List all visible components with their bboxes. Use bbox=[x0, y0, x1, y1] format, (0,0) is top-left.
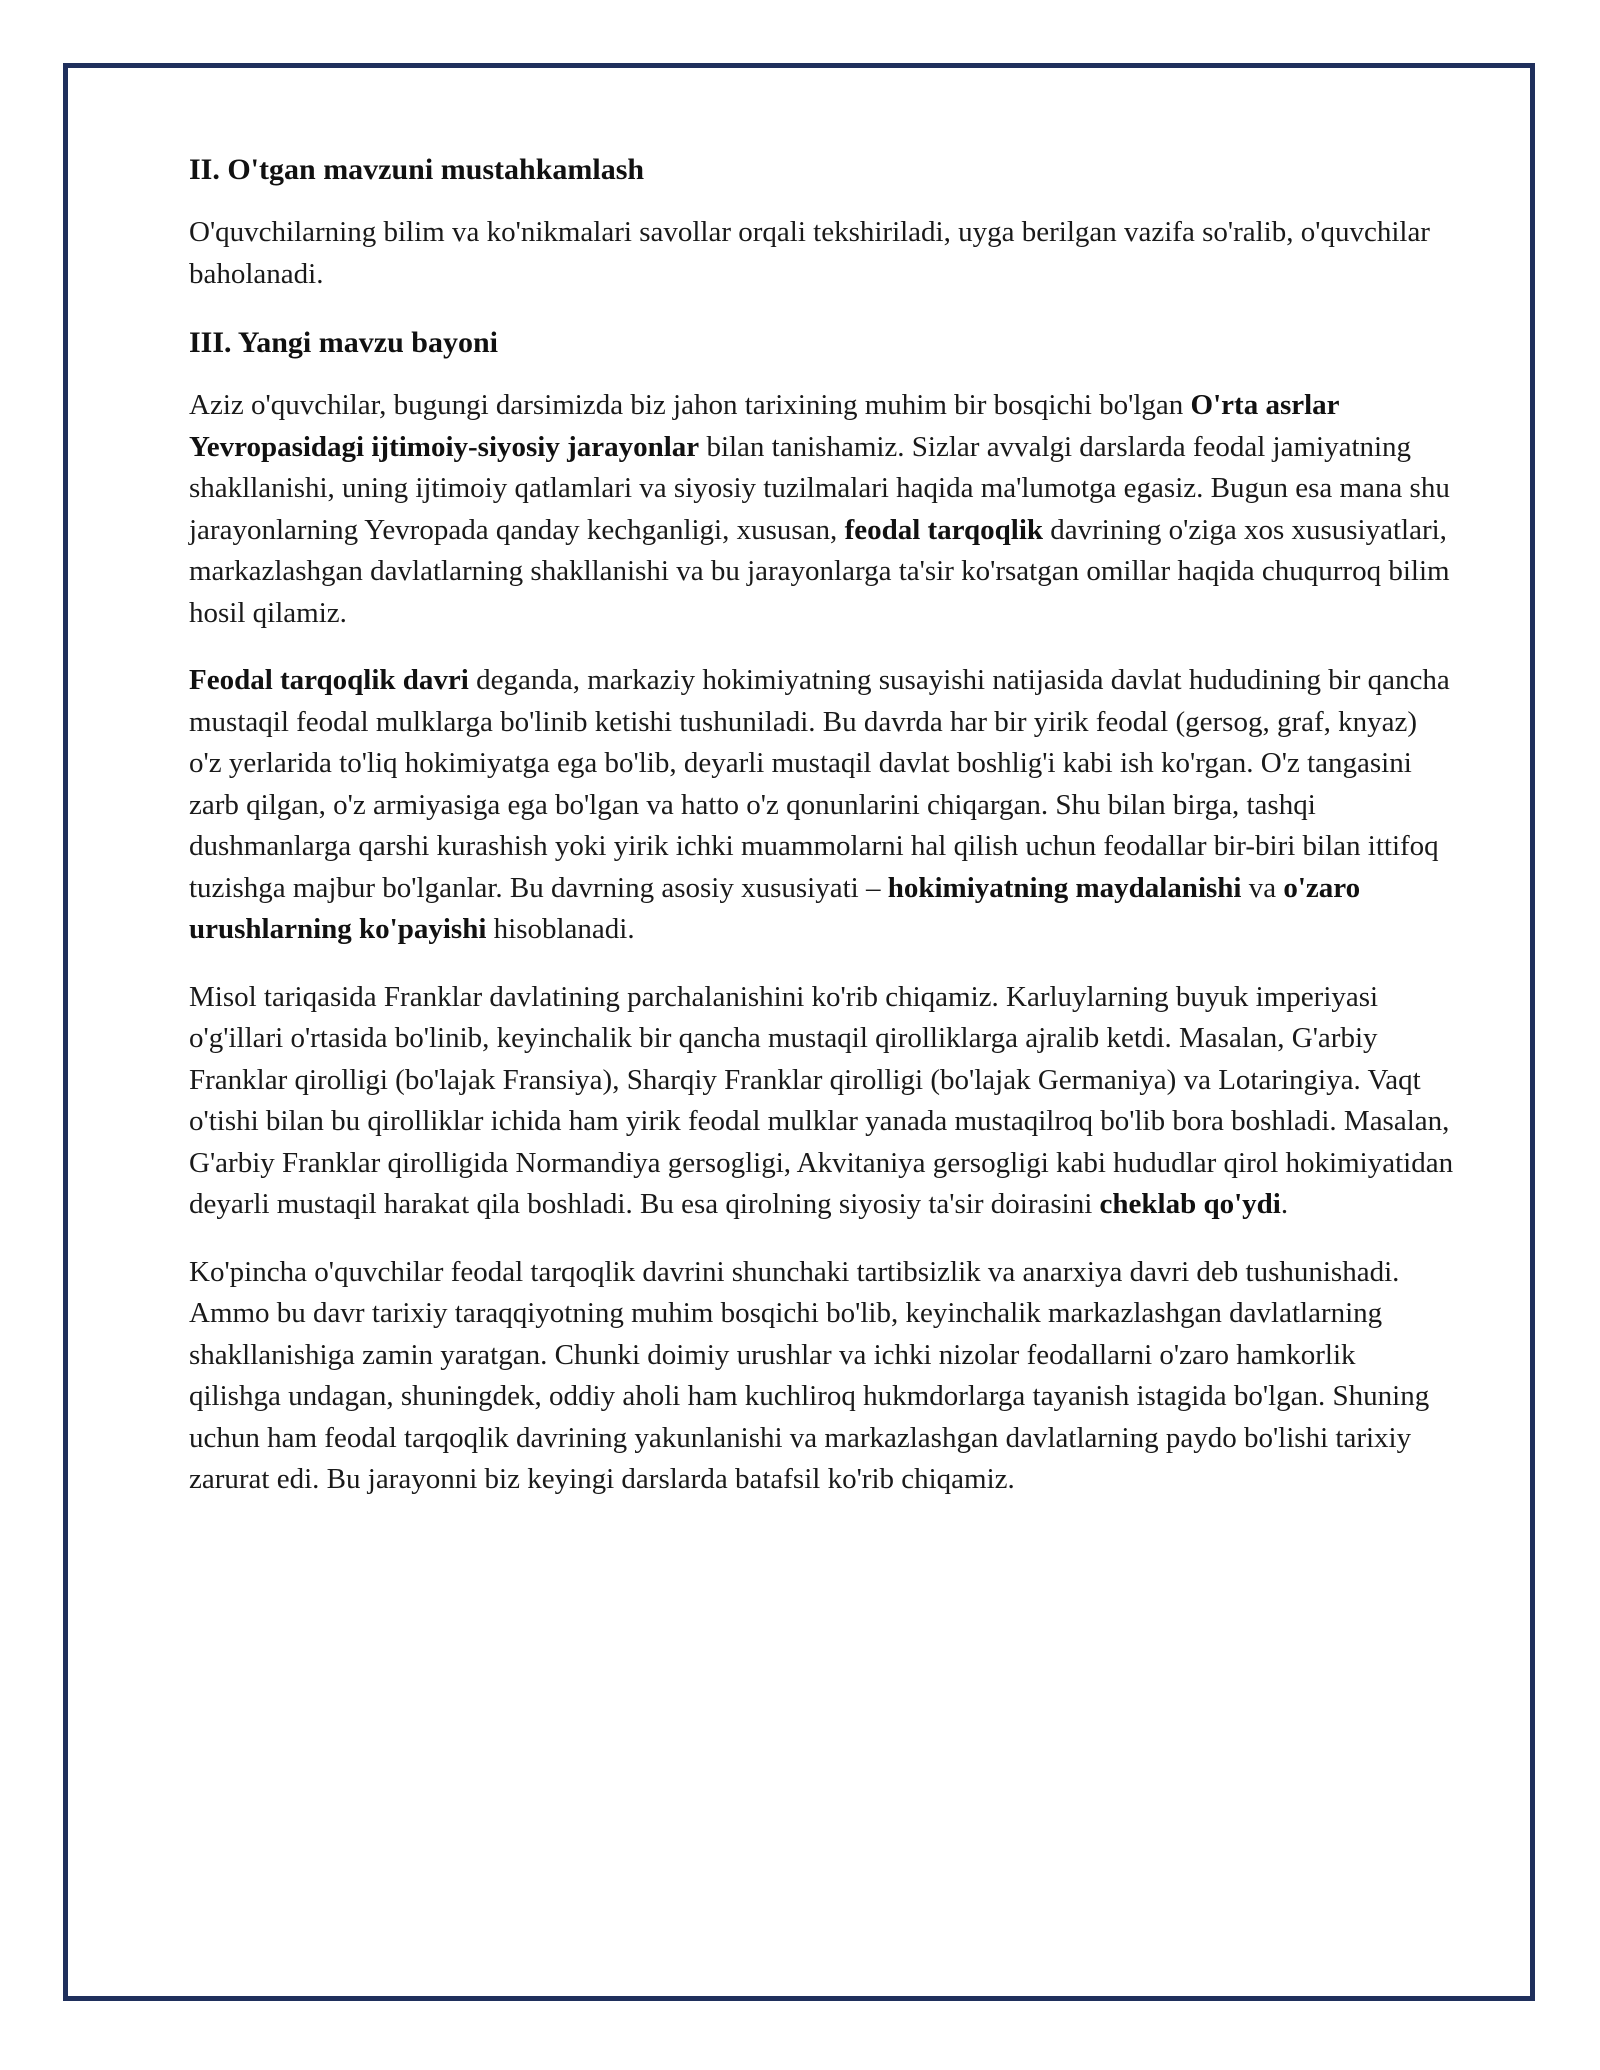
example-paragraph bbox=[189, 977, 1454, 1226]
text-run: va bbox=[1241, 871, 1284, 904]
bold-term: feodal tarqoqlik bbox=[844, 513, 1044, 546]
definition-paragraph bbox=[189, 660, 1454, 951]
section-heading-ii: II. O'tgan mavzuni mustahkamlash bbox=[189, 153, 645, 186]
conclusion-paragraph: Ko'pincha o'quvchilar feodal tarqoqlik davrini shunchaki tartibsizlik va anarxiya davri deb tushunishadi. Ammo bu davr tarixiy taraqqiyotning muhim bosqichi bo'lib, keyinchalik markazlashgan davlatlarning shakllanishiga zamin yaratgan. Chunki doimiy urushlar va ichki nizolar feodallarni o'zaro hamkorlik qilishga undagan, shuningdek, oddiy aholi ham kuchliroq hukmdorlarga tayanish istagida bo'lgan. Shuning uchun ham feodal tarqoqlik davrining yakunlanishi va markazlashgan davlatlarning paydo bo'lishi tarixiy zarurat edi. Bu jarayonni biz keyingi darslarda batafsil ko'rib chiqamiz. bbox=[189, 1255, 1430, 1495]
section-heading-iii: III. Yangi mavzu bayoni bbox=[189, 326, 498, 359]
bold-term: Feodal tarqoqlik davri bbox=[189, 664, 469, 696]
text-run: davrining o'ziga xos xususiyatlari, markazlashgan davlatlarning shakllanishi va bu jarayonlarga ta'sir ko'rsatgan omillar haqida chuqurroq bilim hosil qilamiz. bbox=[189, 513, 1450, 629]
text-run: deganda, markaziy hokimiyatning susayishi natijasida davlat hududining bir qancha mustaqil feodal mulklarga bo'linib ketishi tushuniladi. Bu davrda har bir yirik feodal (gersog, graf, knyaz) o'z yerlarida to'liq hokimiyatga ega bo'lib, deyarli mustaqil davlat boshlig'i kabi ish ko'rgan. O'z tangasini zarb qilgan, o'z armiyasiga ega bo'lgan va hatto o'z qonunlarini chiqargan. Shu bilan birga, tashqi dushmanlarga qarshi kurashish yoki yirik ichki muammolarni hal qilish uchun feodallar bir-biri bilan ittifoq tuzishga majbur bo'lganlar. Bu davrning asosiy xususiyati – bbox=[189, 664, 1450, 904]
bold-term: o'zaro urushlarning ko'payishi bbox=[189, 871, 1361, 945]
text-run: bilan tanishamiz. Sizlar avvalgi darslarda feodal jamiyatning shakllanishi, uning ijtimoiy qatlamlari va siyosiy tuzilmalari haqida ma'lumotga egasiz. Bugun esa mana shu jarayonlarning Yevropada qanday kechganligi, xususan, bbox=[189, 430, 1450, 546]
section-ii-paragraph: O'quvchilarning bilim va ko'nikmalari savollar orqali tekshiriladi, uyga berilgan vazifa so'ralib, o'quvchilar baholanadi. bbox=[189, 216, 1430, 290]
intro-paragraph bbox=[189, 385, 1454, 634]
text-run: hisoblanadi. bbox=[486, 913, 635, 945]
bold-term: cheklab qo'ydi bbox=[1099, 1188, 1281, 1220]
bold-term: hokimiyatning maydalanishi bbox=[887, 871, 1242, 904]
document-body bbox=[189, 150, 1454, 1527]
text-run: . bbox=[1280, 1188, 1289, 1220]
bold-term: O'rta asrlar Yevropasidagi ijtimoiy-siyosiy jarayonlar bbox=[189, 389, 1340, 463]
text-run: Aziz o'quvchilar, bugungi darsimizda biz jahon tarixining muhim bir bosqichi bo'lgan bbox=[189, 389, 1191, 421]
text-run: Misol tariqasida Franklar davlatining parchalanishini ko'rib chiqamiz. Karluylarning buyuk imperiyasi o'g'illari o'rtasida bo'linib, keyinchalik bir qancha mustaqil qirolliklarga ajralib ketdi. Masalan, G'arbiy Franklar qirolligi (bo'lajak Fransiya), Sharqiy Franklar qirolligi (bo'lajak Germaniya) va Lotaringiya. Vaqt o'tishi bilan bu qirolliklar ichida ham yirik feodal mulklar yanada mustaqilroq bo'lib bora boshladi. Masalan, G'arbiy Franklar qirolligida Normandiya gersogligi, Akvitaniya gersogligi kabi hududlar qirol hokimiyatidan deyarli mustaqil harakat qila boshladi. Bu esa qirolning siyosiy ta'sir doirasini bbox=[189, 980, 1454, 1220]
